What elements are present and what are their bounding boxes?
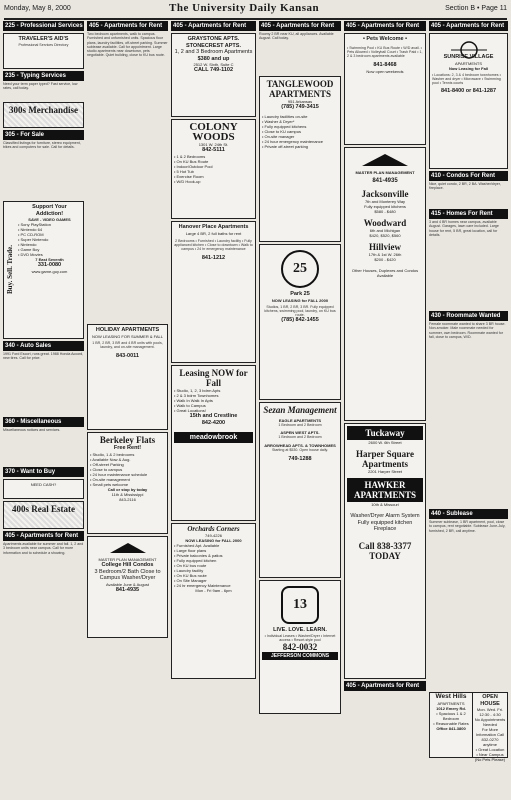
column-3 xyxy=(171,20,256,796)
ad-text: Fully equipped kitchens xyxy=(364,203,406,209)
ad-property: Hillview xyxy=(369,241,401,252)
list-item: • On KU bus route xyxy=(174,562,207,568)
ad-master-plan xyxy=(344,147,426,421)
list-item: • Studio, 1, 2, 3 bdrm Apts xyxy=(174,388,221,393)
list-item: • 24 hour emergency maintenance xyxy=(262,138,323,144)
ad-vertical-text: Buy. Sell. Trade. xyxy=(6,245,14,295)
header-date: Monday, May 8, 2000 xyxy=(4,5,71,12)
ad-text: 1 Bedroom and 2 Bedroom xyxy=(278,423,322,427)
ad-phone: 841-8400 or 841-1287 xyxy=(440,88,497,95)
list-item: • Washer & Dryer* xyxy=(262,118,295,124)
ad-list xyxy=(262,114,338,149)
ad-price: $380 and up xyxy=(197,55,230,62)
ad-subtitle: APARTMENTS xyxy=(455,60,482,66)
ad-property: HAWKER APARTMENTS xyxy=(347,478,423,502)
ad-title: Orchards Corners xyxy=(187,525,240,533)
list-item: • 5 Hot Tub xyxy=(174,168,194,174)
ad-property: ASPEN WEST APTS. xyxy=(280,430,320,436)
ad-phone: 841-4935 xyxy=(372,178,398,184)
ad-text: Professional Services Directory xyxy=(18,42,69,47)
ad-phone: 841-4935 xyxy=(115,586,140,593)
ad-text: Starting at $530. Open house daily. xyxy=(271,447,329,452)
ad-title: HOLIDAY APARTMENTS xyxy=(95,327,160,333)
list-item: • Exercise Room xyxy=(174,173,204,179)
ad-title: LIVE. LOVE. LEARN. xyxy=(273,627,327,633)
list-item: • Nintendo xyxy=(18,242,37,247)
list-item: • Large floor plans xyxy=(174,547,207,553)
list-item: • Near Campus xyxy=(476,752,504,757)
ad-subtitle: Free Rent! xyxy=(113,445,142,451)
ad-phone: 841-1212 xyxy=(201,255,226,262)
ad-college-hill xyxy=(87,536,168,638)
masthead: The University Daily Kansan xyxy=(169,2,320,14)
list-item: • Indoor/Outdoor Pool xyxy=(174,163,213,169)
ad-title: West Hills xyxy=(435,693,467,700)
ad-address: 2201 Harper Street xyxy=(367,469,403,474)
ad-property: Jacksonville xyxy=(361,188,409,199)
ad-phone: 842-4200 xyxy=(201,419,226,426)
classified-text: Female roommate wanted to share 3 BR house. Non-smoker. Male roommate needed for summer, own bedroom. Roommate wanted for fall, close to campus, W/D. xyxy=(429,322,506,339)
list-item: • Private off-street parking xyxy=(262,143,309,149)
ad-phone: CALL 749-1102 xyxy=(193,67,234,73)
ad-pets-welcome xyxy=(344,33,426,145)
ad-title: Sezan Management xyxy=(263,405,337,415)
ad-phone: 331-0080 xyxy=(37,262,62,268)
ad-hours: Mon. Wed. Fri. 12:30 - 4:30 xyxy=(476,707,504,717)
list-item: • DVD Movies xyxy=(18,252,43,257)
list-item: • Great Location xyxy=(475,747,505,752)
ad-hanover-place xyxy=(171,221,256,363)
classified-text: Miscellaneous notices and services. xyxy=(3,428,61,432)
list-item: • Game Boy xyxy=(18,247,40,252)
classified-text: 3 and 4 BR homes near campus, available August. Garages, lawn care included. Large house for rent, 5 BR, great location, call for details. xyxy=(429,220,499,237)
list-item: • On KU Bus Route xyxy=(174,158,209,164)
list-item: • 24 hour maintenance schedule xyxy=(90,471,148,477)
section-header: 405 - Apartments for Rent xyxy=(344,21,426,31)
ad-banner: meadowbrook xyxy=(174,432,253,443)
ad-graystone xyxy=(171,33,256,117)
ad-price: $420, $520, $560 xyxy=(369,232,401,238)
ad-phone: Office 841-3800 xyxy=(436,725,466,731)
ad-text: 1 BR, 2 BR, 3 BR and 4 BR units with pools, laundry, and on-site management. xyxy=(92,340,163,349)
ad-text: Now Leasing for Fall xyxy=(448,65,489,71)
section-header: 440 - Sublease xyxy=(429,509,508,519)
list-item: • W/D Hook-up xyxy=(174,178,201,184)
ad-meadowbrook xyxy=(171,365,256,521)
section-header: 405 - Apartments for Rent xyxy=(344,681,426,691)
ad-title: GRAYSTONE APTS. STONECREST APTS. xyxy=(185,36,241,49)
classified-text: Nice, quiet condo, 2 BR, 2 BA. Washer/dryer, fireplace. xyxy=(429,182,501,191)
ad-address: 15th and Crestline xyxy=(189,413,238,419)
ad-title: OPEN HOUSE xyxy=(480,694,500,707)
list-item: • Close to campus xyxy=(90,466,123,472)
list-item: • Nintendo 64 xyxy=(18,227,43,232)
ad-address: 2512 W. Sixth, Suite C xyxy=(193,62,234,67)
ad-phone: 842-5111 xyxy=(202,147,225,153)
ad-text: Available June & August xyxy=(105,581,150,587)
list-item: • Reasonable Rates xyxy=(433,720,469,726)
section-header: 225 - Professional Services xyxy=(5,23,83,29)
list-item: • On-site manager xyxy=(262,133,295,139)
list-item: • Fully equipped kitchen xyxy=(174,557,217,563)
ad-brand: JEFFERSON COMMONS xyxy=(262,652,338,660)
list-item: • Walk In Walk In Apts xyxy=(174,398,213,403)
ad-phone: (785) 842-1455 xyxy=(281,317,319,324)
ad-text: 17th & 1st W. 26th xyxy=(368,251,402,257)
ad-title: Tuckaway xyxy=(347,426,423,440)
list-item: (No Pets Please) xyxy=(474,757,506,762)
ad-title: TRAVELER'S AID'S xyxy=(18,36,69,42)
ad-list xyxy=(174,388,253,413)
list-item: For More Information Call 832-0270 anytime xyxy=(475,727,504,747)
list-item: • Sony PlayStation xyxy=(18,222,51,227)
ad-phone: (785) 749-3415 xyxy=(281,104,319,110)
ad-tuckaway xyxy=(344,423,426,679)
list-item: • Super Nintendo xyxy=(18,237,49,242)
ad-title: Berkeley Flats xyxy=(99,435,156,445)
ad-list xyxy=(18,222,81,257)
list-item: • On Site Manager xyxy=(174,577,207,583)
ad-brand: MASTER PLAN MANAGEMENT xyxy=(355,170,415,175)
ad-list xyxy=(90,452,165,487)
ad-tanglewood xyxy=(259,76,341,242)
ad-phone: 842-0032 xyxy=(282,642,318,653)
ad-title: • Pets Welcome • xyxy=(362,36,408,42)
ad-address: 1301 W. 24th St. xyxy=(198,142,229,147)
banner-real-estate xyxy=(3,501,84,529)
ad-property: Harper Square Apartments xyxy=(356,449,414,469)
ad-phone: 749-4226 xyxy=(205,532,222,538)
list-item: • Available Now & Aug. xyxy=(90,456,131,462)
ad-subtitle: NOW LEASING for FALL 2000 xyxy=(185,537,242,543)
section-header: 360 - Miscellaneous xyxy=(3,417,84,427)
ad-address: 11th & Mississippi xyxy=(111,491,144,497)
ad-travelers-aid xyxy=(3,33,84,69)
ad-text: Washer/Dryer Alarm System Fully equipped kitchen Fireplace xyxy=(350,513,420,532)
column-5 xyxy=(344,20,426,796)
ad-price: $580 - $480 xyxy=(374,208,396,214)
page-header xyxy=(4,2,507,20)
classified-text: Classified listings for furniture, stereo equipment, bikes and computers for sale. Call for details. xyxy=(3,141,81,150)
ad-park-25 xyxy=(259,244,341,400)
column-1 xyxy=(3,20,84,796)
ad-holiday-apartments xyxy=(87,324,168,430)
list-item: • Laundry facility xyxy=(174,567,204,573)
ad-list xyxy=(174,543,253,588)
ad-brand: MASTER PLAN MANAGEMENT xyxy=(98,557,157,562)
list-item: • PC CD-ROM xyxy=(18,232,44,237)
ad-title: Support Your Addiction! xyxy=(32,204,67,217)
list-item: • Spacious 1 & 2 Bedroom xyxy=(436,710,466,721)
section-header: 370 - Want to Buy xyxy=(3,467,84,477)
header-section: Section B • Page 11 xyxy=(445,5,507,12)
ad-text: • Individual Leases • Washer/Dryer • Internet access • Resort-style pool xyxy=(264,633,336,642)
ad-title: College Hill Condos xyxy=(101,562,154,568)
list-item: • 24 hr emergency Maintenance xyxy=(174,582,231,588)
section-header: 410 - Condos For Rent xyxy=(429,171,508,181)
ad-subtitle: APARTMENTS xyxy=(437,700,465,706)
ad-jefferson-commons xyxy=(259,580,341,714)
section-header: 235 - Typing Services xyxy=(3,71,84,81)
list-item: • On KU Bus route xyxy=(174,572,207,578)
ad-need-cash: NEED CASH? xyxy=(3,479,84,499)
ad-price: $200 - $420 xyxy=(374,256,396,262)
list-item: • 2 & 3 bdrm Townhomes xyxy=(174,393,219,398)
classified-text: Apartments available for summer and fall. 1, 2 and 3 bedroom units near campus. Call for more information and to schedule a showing. xyxy=(3,542,84,555)
ad-subtitle: 3 Bedroom/2 Bath Close to Campus Washer/Dryer xyxy=(94,568,161,581)
ad-property: Woodward xyxy=(363,217,407,228)
ad-phone: Call 838-3377 TODAY xyxy=(358,540,412,561)
section-header: 405 - Apartments for Rent xyxy=(259,21,341,31)
logo-icon xyxy=(447,38,491,52)
logo-icon: 13 xyxy=(281,586,319,624)
ad-text: 2 Bedrooms • Furnished • Laundry facility • Fully applianced kitchen • Close to downtown • Walk to campus • 24 hr emergency maintenance xyxy=(174,238,253,252)
classified-text: 1991 Ford Escort, runs great. 1988 Honda Accord, new tires. Call for price. xyxy=(3,352,84,361)
section-header: 405 - Apartments for Rent xyxy=(429,21,508,31)
ad-phone: 843-2116 xyxy=(119,496,136,502)
section-header: 415 - Homes For Rent xyxy=(429,209,508,219)
ad-address: 10th & Missouri xyxy=(371,502,399,507)
list-item: • Private balconies & patios xyxy=(174,552,223,558)
ad-text: 1, 2 and 3 Bedroom Apartments xyxy=(174,49,253,55)
ad-list xyxy=(174,154,253,184)
logo-icon xyxy=(360,152,410,168)
ad-phone: 843-0011 xyxy=(116,353,139,360)
list-item: • Close to KU campus xyxy=(262,128,301,134)
ad-address: 7 East Seventh xyxy=(35,257,64,262)
ad-subtitle: NOW LEASING FOR SUMMER & FALL xyxy=(92,333,163,339)
list-item: • Furnished Apt. Available xyxy=(174,542,220,548)
banner-text: 400s Real Estate xyxy=(12,504,75,514)
ad-berkeley-flats xyxy=(87,432,168,534)
ad-text: Need your term paper typed? Fast service, low rates, call today. xyxy=(3,82,78,91)
list-item: No Appointments Needed xyxy=(474,717,506,727)
ad-text: 7th and Monterey Way xyxy=(364,198,406,204)
ad-subtitle: SAVE - VIDEO GAMES xyxy=(28,217,71,222)
ad-address: 2600 W. 6th Street xyxy=(368,440,402,445)
ad-address: 1012 Emery Rd. xyxy=(436,705,466,711)
ad-orchards-corners xyxy=(171,523,256,679)
ad-text: Studios, 1 BR, 2 BR, 3 BR. Fully equipped kitchens, swimming pool, laundry, on KU bus route. xyxy=(264,304,336,318)
list-item: • 1 & 2 Bedrooms xyxy=(174,153,206,159)
ad-phone: 841-8468 xyxy=(373,62,397,69)
logo-icon: 25 xyxy=(281,250,319,288)
ad-subtitle: Large 4 BR, 2 full baths for rent xyxy=(185,230,242,236)
ad-address: 951 Arkansas xyxy=(287,99,313,104)
list-item: • Fully equipped kitchens xyxy=(262,123,307,129)
column-4 xyxy=(259,20,341,796)
list-item: • Off-street Parking xyxy=(90,461,124,467)
ad-text: • Swimming Pool • KU Bus Route • W/D avail. • Pets Allowed • Volleyball Court • Trash Paid • 1, 2 & 3 bedroom apartments available xyxy=(347,45,423,59)
list-item: • Studio, 1 & 2 bedrooms xyxy=(90,451,135,457)
ad-property: EAGLE APARTMENTS xyxy=(278,418,322,423)
section-header: 430 - Roommate Wanted xyxy=(429,311,508,321)
ad-game-guy xyxy=(3,201,84,339)
ad-text: 1 Bedroom and 2 Bedroom xyxy=(278,435,322,440)
ad-subtitle: NOW LEASING for FALL 2000 xyxy=(271,297,329,303)
section-header: 405 - Apartments for Rent xyxy=(3,531,84,541)
ad-text: Other Houses, Duplexes and Condos Available xyxy=(351,267,419,278)
ad-sunrise-village xyxy=(429,33,508,169)
classified-text: Summer sublease, 1 BR apartment, pool, close to campus, rent negotiable. Sublease June-July, furnished, 2 BR, call anytime. xyxy=(429,520,506,533)
ad-colony-woods xyxy=(171,119,256,219)
ad-hours: Mon - Fri 9am - 6pm xyxy=(195,587,232,593)
column-2 xyxy=(87,20,168,796)
banner-merchandise xyxy=(3,102,84,128)
ad-tagline: Now open weekends xyxy=(366,68,404,74)
list-item: • Walk to Campus xyxy=(174,403,206,408)
list-item: • Laundry facilities on-site xyxy=(262,113,308,119)
banner-text: 300s Merchandise xyxy=(8,105,79,115)
list-item: • On-site management xyxy=(90,476,130,482)
ad-web: www.game-guy.com xyxy=(31,268,68,274)
section-header: 405 - Apartments for Rent xyxy=(171,21,256,31)
ad-title: Hanover Place Apartments xyxy=(178,224,249,230)
ad-west-hills xyxy=(429,692,508,762)
ad-title: TANGLEWOOD APARTMENTS xyxy=(266,79,334,99)
ad-cta: Call or stop by today xyxy=(107,486,148,492)
section-header: 340 - Auto Sales xyxy=(3,341,84,351)
logo-icon xyxy=(108,541,148,555)
ad-title: COLONY WOODS xyxy=(189,121,238,143)
section-header: 305 - For Sale xyxy=(3,130,84,140)
ad-text: • Locations: 2, 3 & 4 bedroom townhomes • Washer and dryer • Microwave • Swimming pool • Tennis courts xyxy=(432,72,501,86)
classified-text: Two bedroom apartments, walk to campus. Furnished and unfurnished units. Spacious floor plans, laundry facilities, off-street parking. Summer sublease available. Call for appointment. Large studio apartments near downtown, pets negotiable. Quiet building, close to KU bus route. xyxy=(87,32,168,58)
list-item: • Small pets welcome xyxy=(90,481,129,487)
ad-title: Leasing NOW for Fall xyxy=(179,368,248,388)
classified-text: Roomy 2 BR near KU, all appliances. Available August. Call today. xyxy=(259,32,334,41)
ad-sezan xyxy=(259,402,341,578)
ad-title: Park 25 xyxy=(290,291,310,297)
list-item: • Great Locations! xyxy=(174,408,206,413)
ad-phone: 749-1288 xyxy=(288,455,312,462)
ad-title: SUNRISE VILLAGE xyxy=(443,54,494,60)
section-header: 405 - Apartments for Rent xyxy=(87,21,168,31)
ad-property: ARROWHEAD APTS. & TOWNHOMES xyxy=(264,442,336,448)
ad-text: 6th and Michigan xyxy=(369,227,401,233)
column-6 xyxy=(429,20,508,796)
